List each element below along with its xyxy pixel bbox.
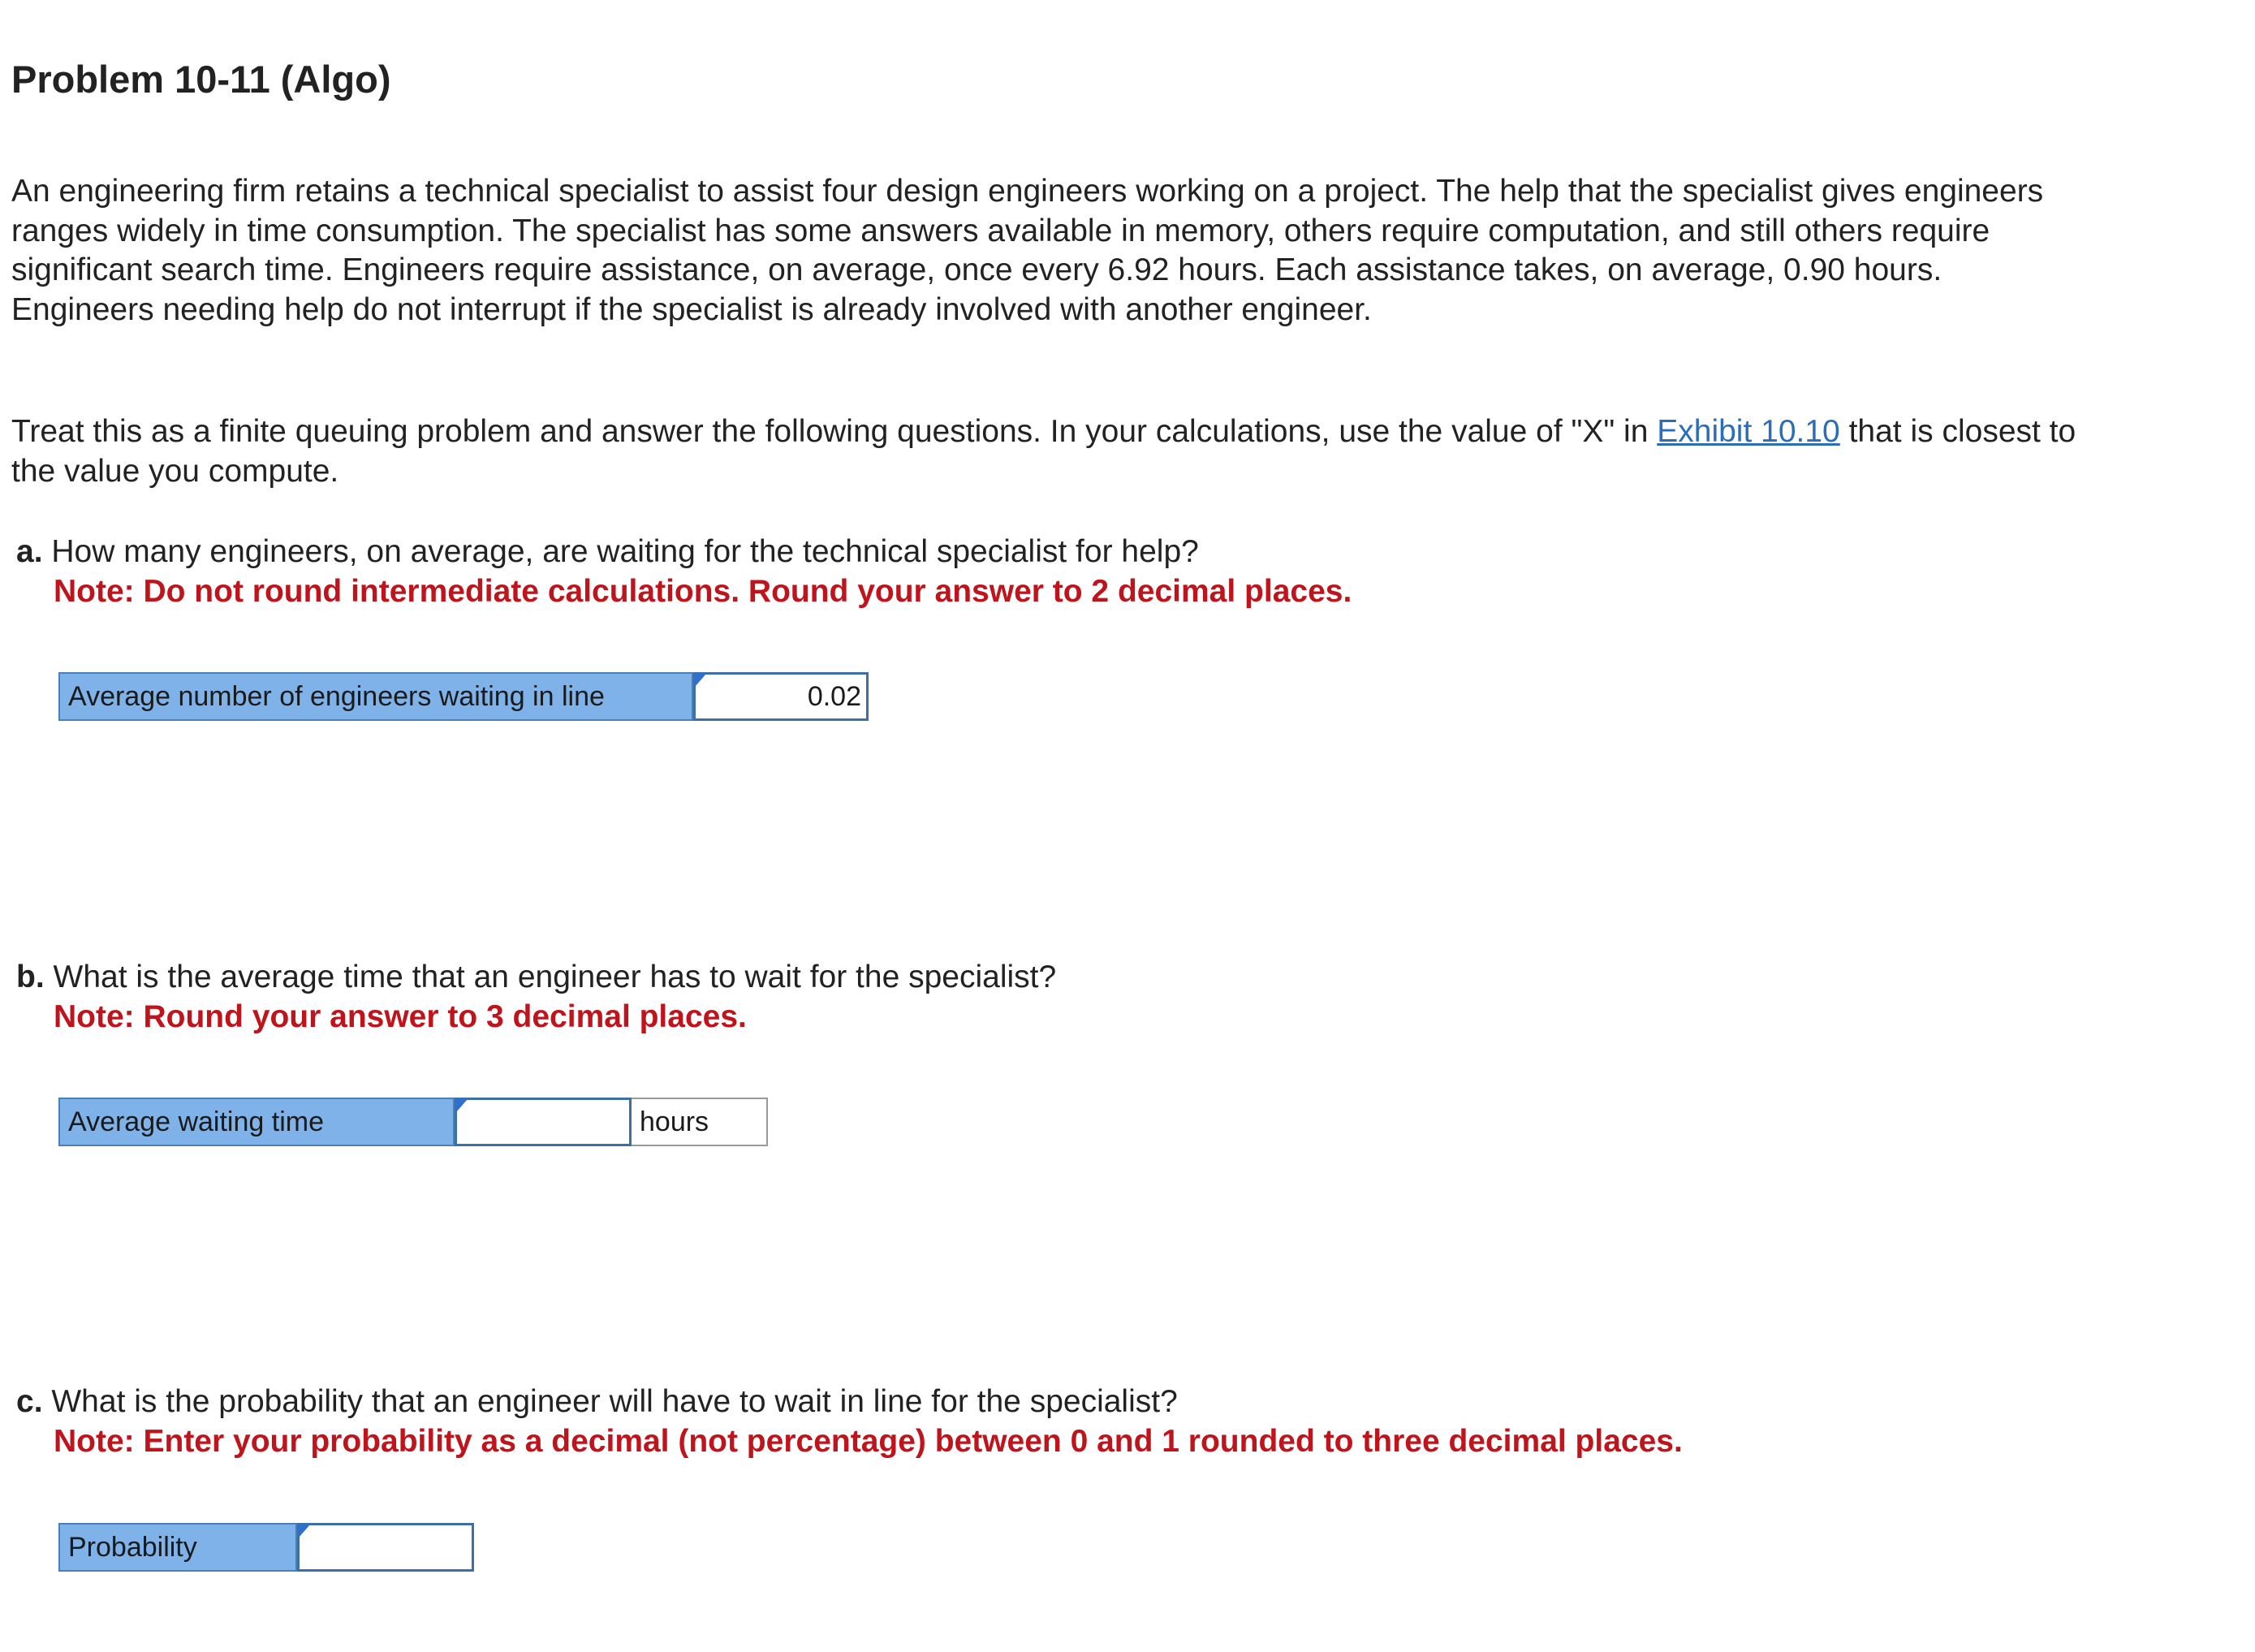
input-corner-marker <box>299 1525 310 1538</box>
answer-b-unit: hours <box>632 1098 768 1146</box>
question-a-note: Note: Do not round intermediate calculations. Round your answer to 2 decimal places. <box>54 574 1352 609</box>
problem-description: An engineering firm retains a technical specialist to assist four design engineers working on a project. The help that the specialist gives engineers ranges widely in time consumption. The specialist has some answers available in memory, others require computation, and still others require significant search time. Engineers require assistance, on average, once every 6.92 hours. Each assistance takes, on average, 0.90 hours. Engineers needing help do not interrupt if the specialist is already involved with another engineer. <box>11 174 2044 327</box>
question-b-text: What is the average time that an engineer has to wait for the specialist? <box>53 960 1057 994</box>
instructions-text-after: that is closest to the value you compute. <box>11 414 2076 489</box>
answer-b-field <box>455 1098 632 1146</box>
question-a-letter: a. <box>16 534 43 569</box>
question-b-note: Note: Round your answer to 3 decimal places. <box>54 999 747 1034</box>
answer-b-input[interactable] <box>457 1100 629 1144</box>
answer-row-b <box>58 1098 768 1146</box>
answer-row-c <box>58 1523 474 1572</box>
answer-a-field <box>693 672 869 721</box>
instructions-paragraph <box>11 412 2089 491</box>
answer-row-a <box>58 672 869 721</box>
input-corner-marker <box>695 674 706 687</box>
question-a <box>16 533 1199 572</box>
question-b-letter: b. <box>16 960 45 994</box>
answer-c-label: Probability <box>58 1523 297 1572</box>
answer-c-field <box>297 1523 474 1572</box>
exhibit-link[interactable]: Exhibit 10.10 <box>1657 414 1840 449</box>
question-b <box>16 958 1056 998</box>
instructions-text-before: Treat this as a finite queuing problem and answer the following questions. In your calculations, use the value of "X" in <box>11 414 1658 449</box>
answer-c-input[interactable] <box>300 1525 472 1569</box>
question-c <box>16 1382 1178 1422</box>
answer-b-label: Average waiting time <box>58 1098 455 1146</box>
question-c-note: Note: Enter your probability as a decimal (not percentage) between 0 and 1 rounded to three decimal places. <box>54 1424 1683 1459</box>
answer-a-label: Average number of engineers waiting in line <box>58 672 693 721</box>
input-corner-marker <box>456 1099 468 1112</box>
page-title: Problem 10-11 (Algo) <box>11 58 391 101</box>
question-a-text: How many engineers, on average, are waiting for the technical specialist for help? <box>51 534 1199 569</box>
question-c-text: What is the probability that an engineer will have to wait in line for the specialist? <box>51 1384 1178 1419</box>
question-c-letter: c. <box>16 1384 43 1419</box>
answer-a-input[interactable] <box>696 675 866 718</box>
